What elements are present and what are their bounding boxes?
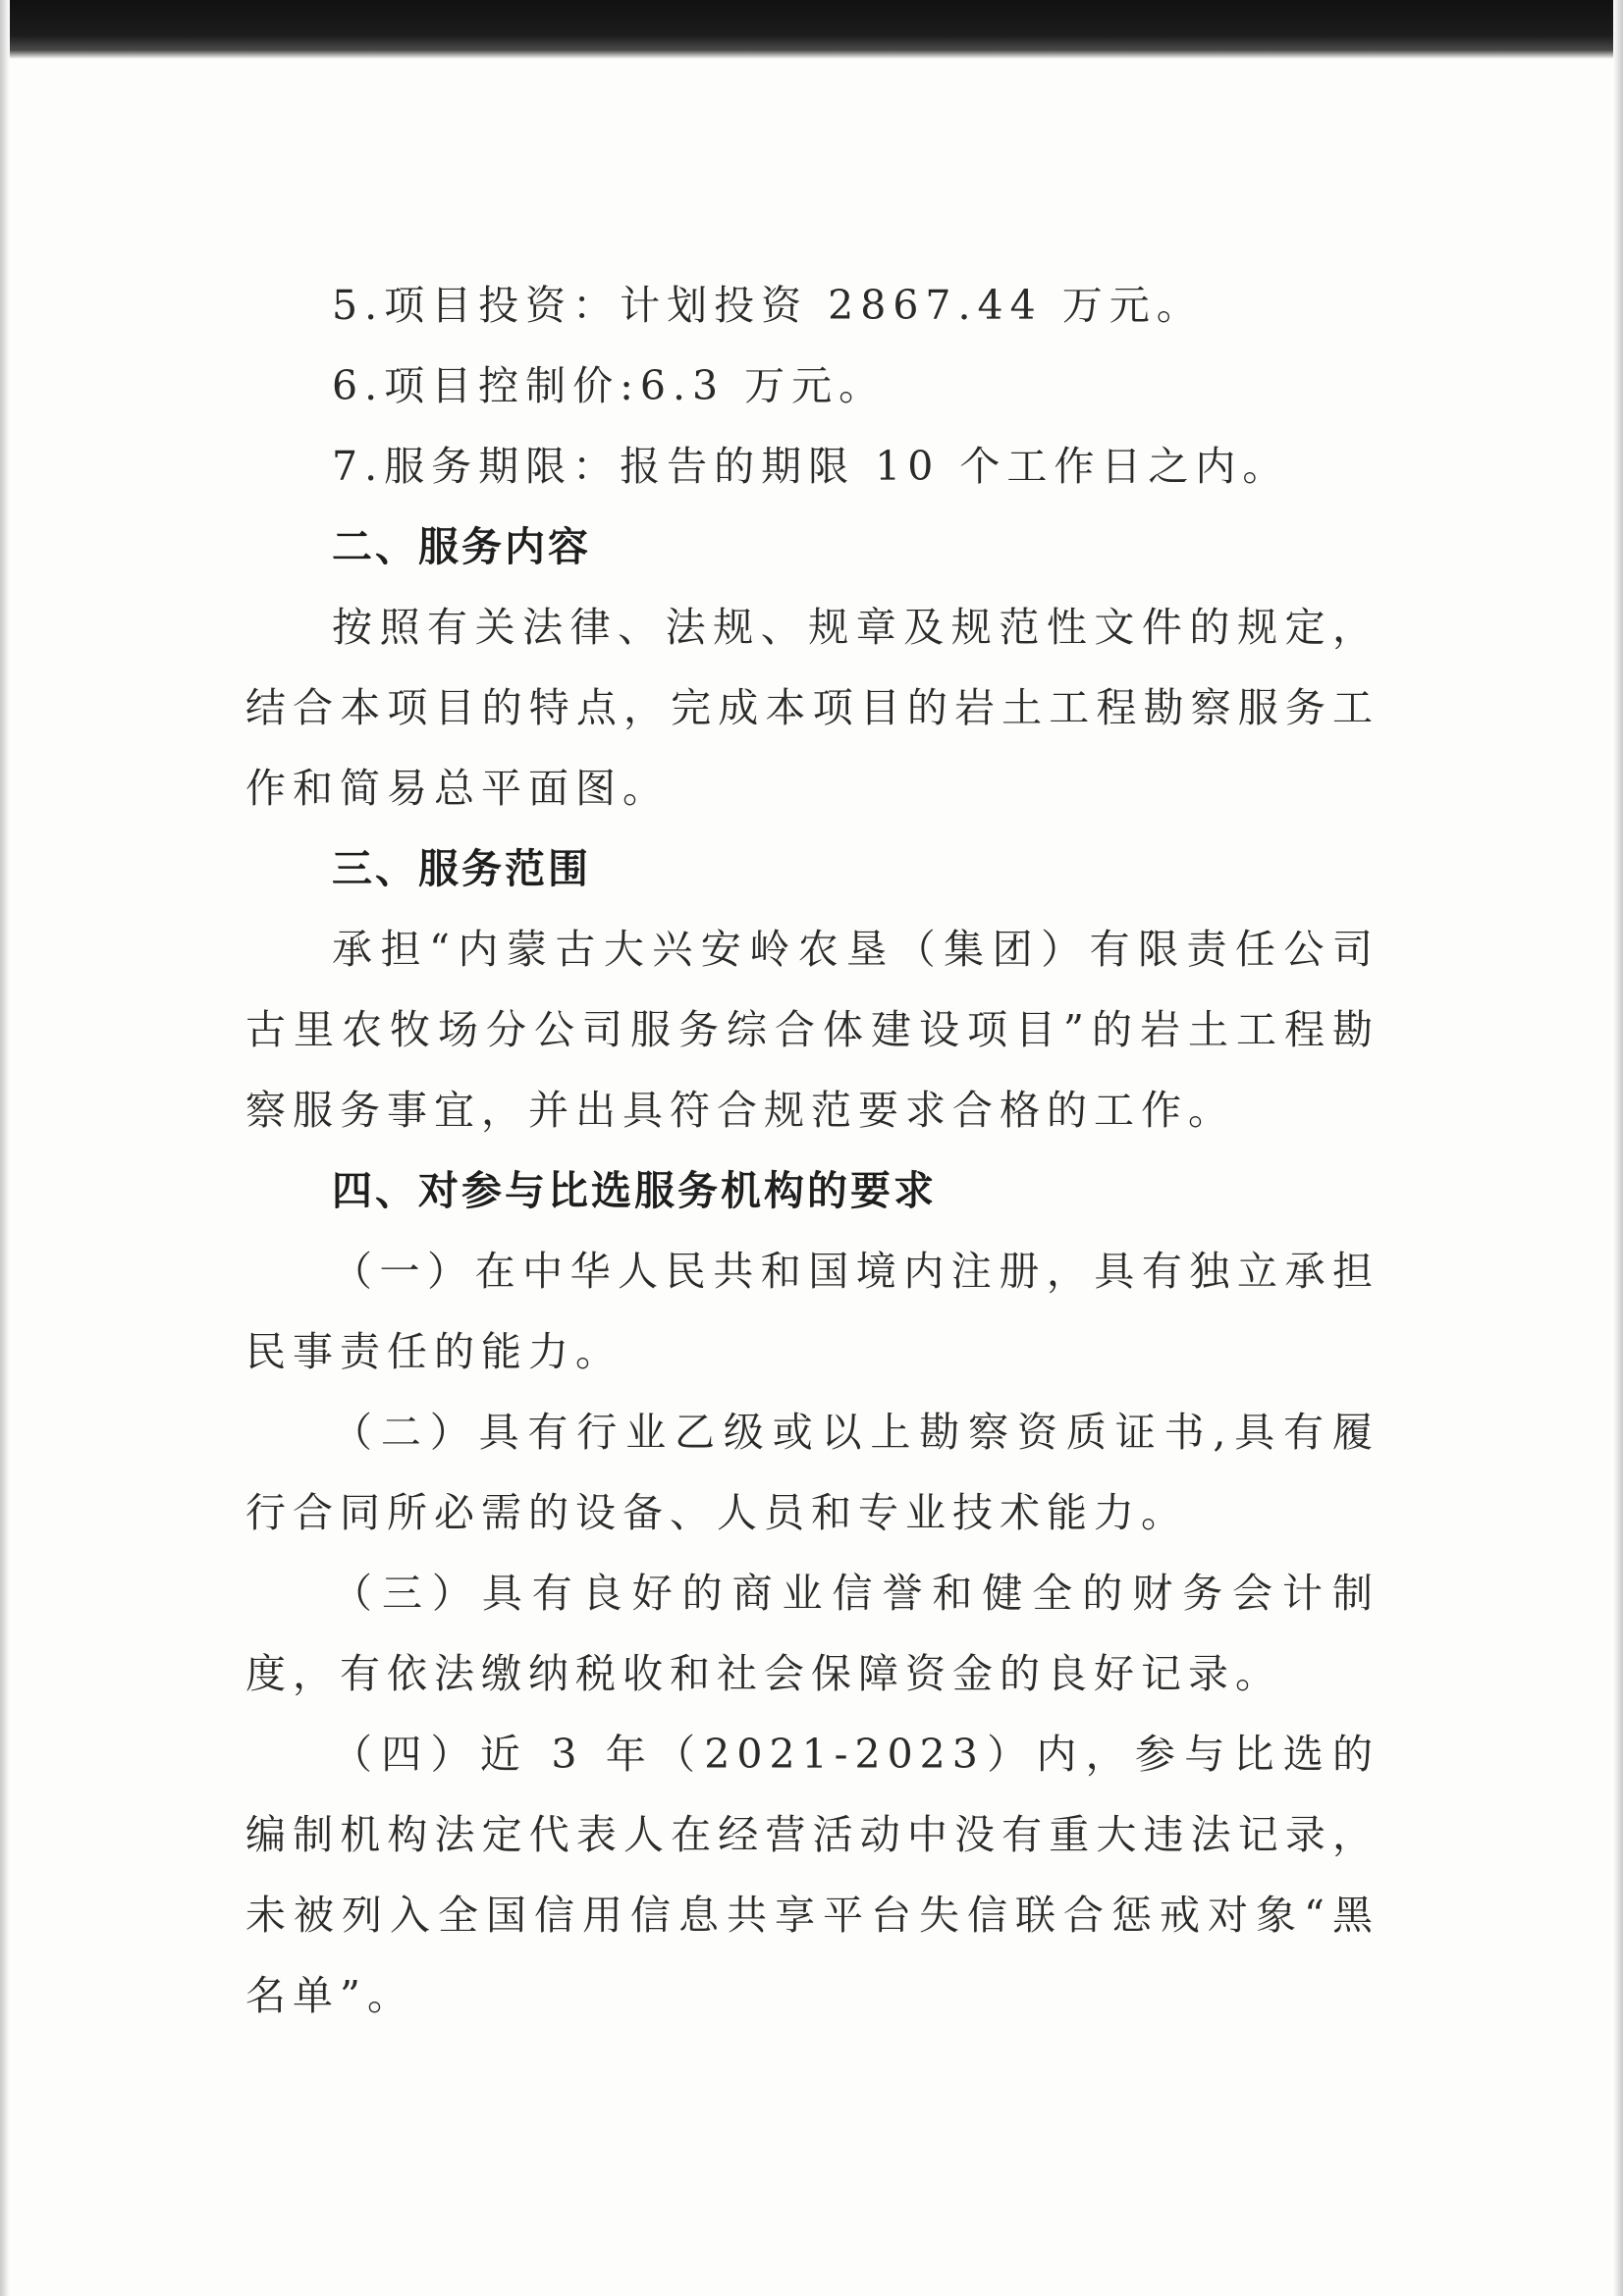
- item-project-control-price: 6.项目控制价:6.3 万元。: [332, 362, 887, 409]
- requirement-1: （一）在中华人民共和国境内注册，具有独立承担民事责任的能力。: [245, 1248, 1380, 1375]
- scan-shadow-left: [0, 0, 10, 2296]
- requirement-2: （二）具有行业乙级或以上勘察资质证书,具有履行合同所必需的设备、人员和专业技术能力。: [245, 1409, 1380, 1536]
- document-body: [245, 265, 1380, 2036]
- scan-shadow-top: [0, 0, 1623, 59]
- item-service-period: 7.服务期限：报告的期限 10 个工作日之内。: [332, 443, 1290, 490]
- paragraph-service-scope: 承担“内蒙古大兴安岭农垦（集团）有限责任公司古里农牧场分公司服务综合体建设项目”的岩土工程勘察服务事宜，并出具符合规范要求合格的工作。: [245, 926, 1380, 1134]
- item-project-investment: 5.项目投资：计划投资 2867.44 万元。: [332, 282, 1204, 329]
- scan-shadow-right: [1613, 0, 1623, 2296]
- requirement-4: （四）近 3 年（2021-2023）内，参与比选的编制机构法定代表人在经营活动中没有重大违法记录，未被列入全国信用信息共享平台失信联合惩戒对象“黑名单”。: [245, 1731, 1380, 2019]
- heading-service-content: 二、服务内容: [332, 523, 591, 570]
- heading-requirements: 四、对参与比选服务机构的要求: [332, 1167, 937, 1214]
- requirement-3: （三）具有良好的商业信誉和健全的财务会计制度，有依法缴纳税收和社会保障资金的良好记录。: [245, 1570, 1380, 1697]
- heading-service-scope: 三、服务范围: [332, 845, 591, 892]
- paragraph-service-content: 按照有关法律、法规、规章及规范性文件的规定，结合本项目的特点，完成本项目的岩土工程勘察服务工作和简易总平面图。: [245, 604, 1380, 812]
